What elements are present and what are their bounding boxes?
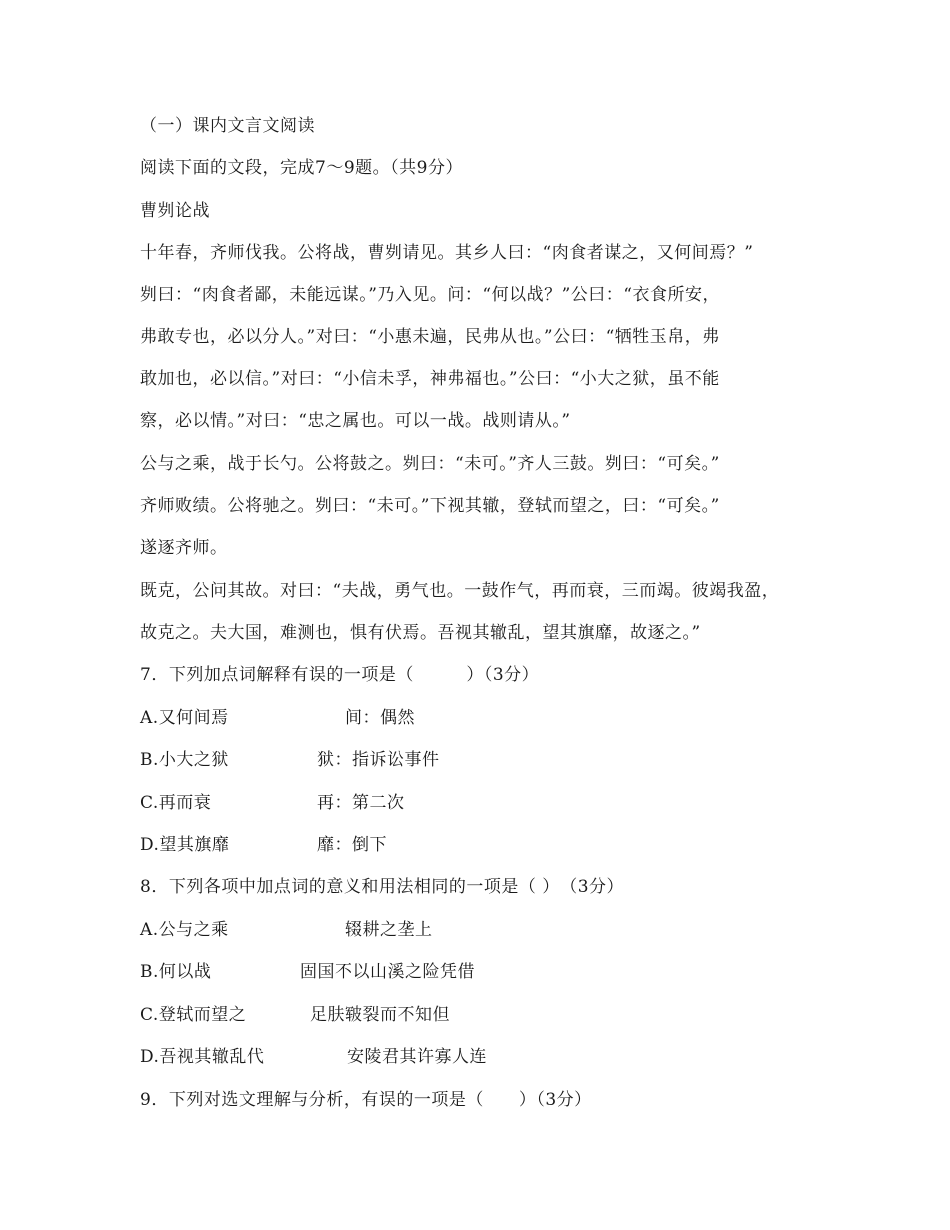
question-8-option-c-explanation: 足肤皲裂而不知但 <box>310 1005 450 1025</box>
passage-line: 敢加也，必以信。”对曰：“小信未孚，神弗福也。”公曰：“小大之狱，虽不能 <box>140 369 720 389</box>
section-heading: （一）课内文言文阅读 <box>140 116 315 136</box>
question-7-stem: 7．下列加点词解释有误的一项是（ ）（3分） <box>140 665 540 685</box>
question-7-option-c: C.再而衰 <box>140 793 212 813</box>
passage-line: 既克，公问其故。对曰：“夫战，勇气也。一鼓作气，再而衰，三而竭。彼竭我盈， <box>140 581 780 601</box>
question-7-option-b-explanation: 狱：指诉讼事件 <box>317 750 440 770</box>
question-7-option-d: D.望其旗靡 <box>140 835 230 855</box>
question-8-option-b: B.何以战 <box>140 962 212 982</box>
passage-line: 察，必以情。”对曰：“忠之属也。可以一战。战则请从。” <box>140 411 571 431</box>
passage-line: 刿曰：“肉食者鄙，未能远谋。”乃入见。问：“何以战？”公曰：“衣食所安， <box>140 285 720 305</box>
passage-line: 公与之乘，战于长勺。公将鼓之。刿曰：“未可。”齐人三鼓。刿曰：“可矣。” <box>140 454 720 474</box>
question-7-option-b: B.小大之狱 <box>140 750 229 770</box>
passage-line: 故克之。夫大国，难测也，惧有伏焉。吾视其辙乱，望其旗靡，故逐之。” <box>140 623 701 643</box>
question-7-option-c-explanation: 再：第二次 <box>317 793 405 813</box>
passage-line: 齐师败绩。公将驰之。刿曰：“未可。”下视其辙，登轼而望之，曰：“可矣。” <box>140 496 720 516</box>
passage-line: 弗敢专也，必以分人。”对曰：“小惠未遍，民弗从也。”公曰：“牺牲玉帛，弗 <box>140 327 720 347</box>
question-8-option-d-explanation: 安陵君其许寡人连 <box>347 1047 487 1067</box>
question-8-option-b-explanation: 固国不以山溪之险凭借 <box>300 962 475 982</box>
question-7-option-a: A.又何间焉 <box>140 708 229 728</box>
question-7-option-d-explanation: 靡：倒下 <box>317 835 387 855</box>
instruction-text: 阅读下面的文段，完成7～9题。（共9分） <box>140 158 463 178</box>
question-8-stem: 8．下列各项中加点词的意义和用法相同的一项是（ ） （3分） <box>140 877 625 897</box>
question-9-stem: 9．下列对选文理解与分析，有误的一项是（ ）（3分） <box>140 1090 592 1110</box>
passage-title: 曹刿论战 <box>140 201 210 221</box>
question-8-option-a: A.公与之乘 <box>140 920 229 940</box>
question-8-option-a-explanation: 辍耕之垄上 <box>345 920 433 940</box>
question-8-option-c: C.登轼而望之 <box>140 1005 247 1025</box>
question-7-option-a-explanation: 间：偶然 <box>345 708 415 728</box>
passage-line: 遂逐齐师。 <box>140 538 228 558</box>
question-8-option-d: D.吾视其辙乱代 <box>140 1047 265 1067</box>
passage-line: 十年春，齐师伐我。公将战，曹刿请见。其乡人曰：“肉食者谋之，又何间焉？” <box>140 243 754 263</box>
